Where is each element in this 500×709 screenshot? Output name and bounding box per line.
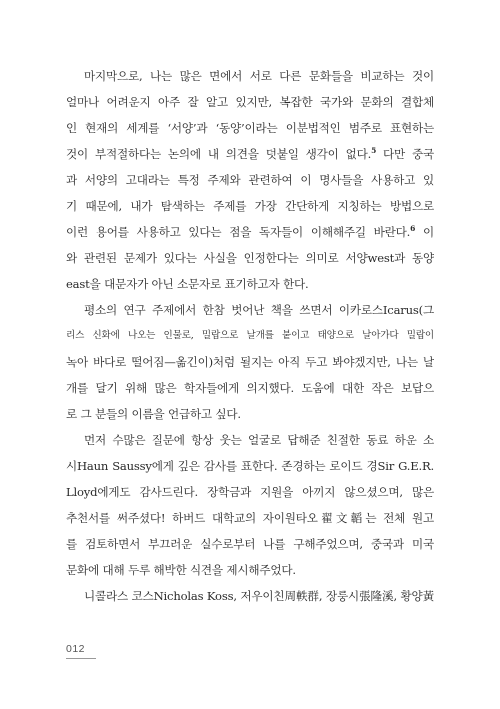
footnote-6-marker: 6 bbox=[410, 224, 416, 234]
paragraph-3-line-3: Lloyd에게도 감사드린다. 장학금과 지원을 아끼지 않으셨으며, 많은 bbox=[66, 485, 434, 499]
paragraph-1-line-8 bbox=[66, 250, 434, 267]
line-7-text: 이런 용어를 사용하고 있다는 점을 독자들이 이해해주길 바란다. bbox=[66, 225, 411, 239]
paragraph-3-line-6: 문화에 대해 두루 해박한 식견을 제시해주었다. bbox=[66, 563, 296, 577]
line-7-tail: 이 bbox=[415, 225, 434, 239]
line-8-text: 와 관련된 문제가 있다는 사실을 인정한다는 의미로 서양 bbox=[66, 251, 368, 265]
paragraph-2-line-4: 개를 달기 위해 많은 학자들에게 의지했다. 도움에 대한 작은 보답으 bbox=[66, 381, 434, 395]
paragraph-2-line-1: 평소의 연구 주제에서 한참 벗어난 책을 쓰면서 이카로스Icarus(그 bbox=[84, 303, 434, 317]
paragraph-2-line-3: 녹아 바다로 떨어짐—옮긴이)처럼 될지는 아직 두고 봐야겠지만, 나는 날 bbox=[66, 355, 434, 369]
footnote-5-marker: 5 bbox=[371, 146, 377, 156]
page-number-rule bbox=[66, 658, 96, 659]
paragraph-1-line-6: 기 때문에, 내가 탐색하는 주제를 가장 간단하게 지칭하는 방법으로 bbox=[66, 199, 434, 213]
paragraph-3-line-1: 먼저 수많은 질문에 항상 웃는 얼굴로 답해준 친절한 동료 하운 소 bbox=[84, 433, 434, 447]
paragraph-1-line-5: 과 서양의 고대라는 특정 주제와 관련하여 이 명사들을 사용하고 있 bbox=[66, 173, 434, 187]
paragraph-3-line-4: 추천서를 써주셨다! 하버드 대학교의 자이원타오翟文韜는 전체 원고 bbox=[66, 511, 434, 525]
line-4-text: 것이 부적절하다는 논의에 내 의견을 덧붙일 생각이 없다. bbox=[66, 147, 372, 161]
paragraph-1-line-1: 마지막으로, 나는 많은 면에서 서로 다른 문화들을 비교하는 것이 bbox=[84, 69, 434, 83]
paragraph-3-line-2: 시Haun Saussy에게 깊은 감사를 표한다. 존경하는 로이드 경Sir G.E.R. bbox=[66, 459, 434, 473]
line-4-tail: 다만 중국 bbox=[376, 147, 434, 161]
paragraph-1-line-3: 인 현재의 세계를 ‘서양’과 ‘동양’이라는 이분법적인 범주로 표현하는 bbox=[66, 121, 434, 135]
paragraph-1-line-4 bbox=[66, 146, 434, 163]
paragraph-2-line-5: 로 그 분들의 이름을 언급하고 싶다. bbox=[66, 407, 241, 421]
paragraph-3-line-5: 를 검토하면서 부끄러운 실수로부터 나를 구해주었으며, 중국과 미국 bbox=[66, 537, 434, 551]
paragraph-1-line-7 bbox=[66, 224, 434, 241]
paragraph-2-line-2: 리스 신화에 나오는 인물로, 밀랍으로 날개를 붙이고 태양으로 날아가다 밀랍이 bbox=[66, 330, 434, 341]
paragraph-1-line-2: 얼마나 어려운지 아주 잘 알고 있지만, 복잡한 국가와 문화의 결합체 bbox=[66, 95, 434, 109]
page-number: 012 bbox=[66, 643, 86, 655]
paragraph-1-line-9: east을 대문자가 아닌 소문자로 표기하고자 한다. bbox=[66, 277, 309, 291]
paragraph-4-line-1: 니콜라스 코스Nicholas Koss, 저우이친周軼群, 장룽시張隆溪, 황양黃 bbox=[84, 589, 434, 603]
line-8-west: west과 동양 bbox=[367, 251, 434, 265]
